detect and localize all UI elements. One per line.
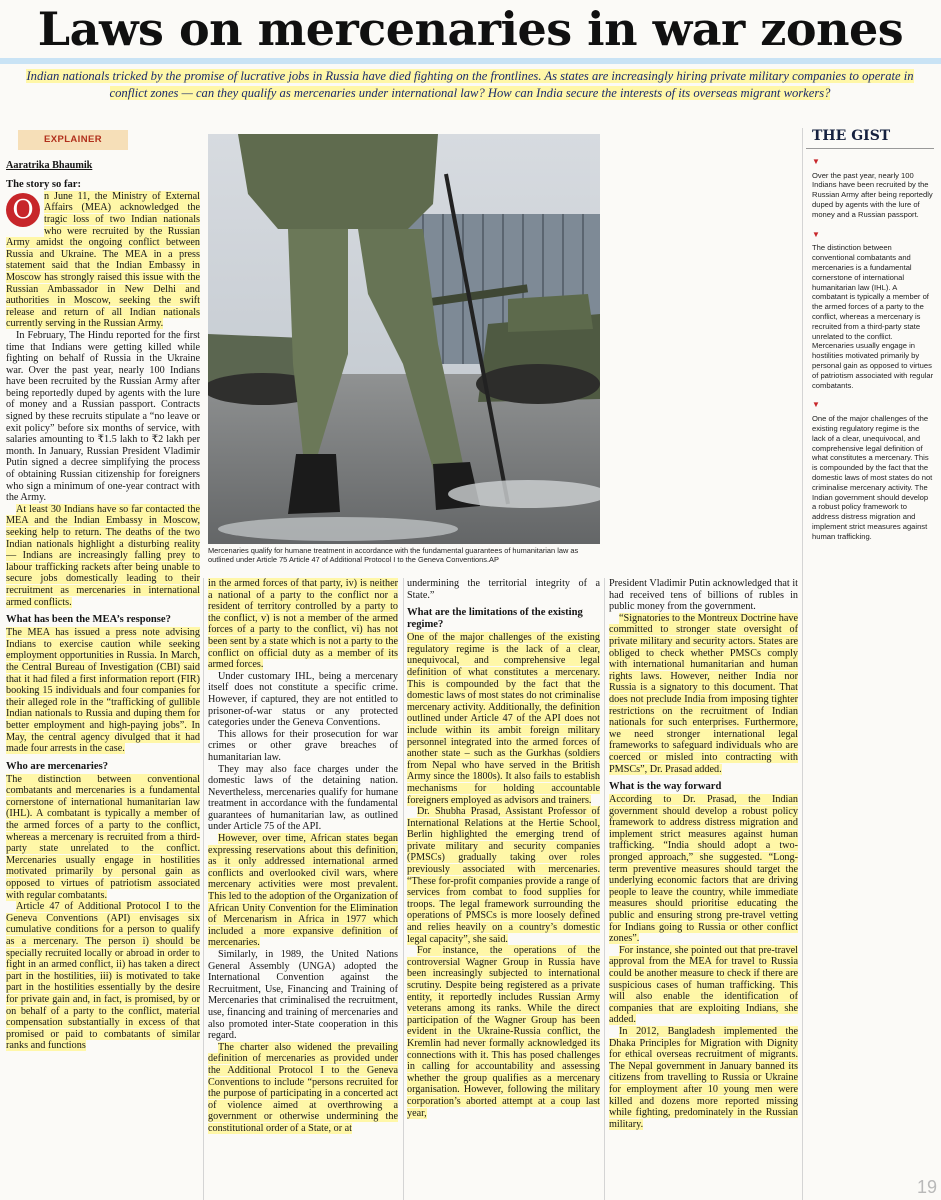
paragraph-text: The distinction between conventional combatants and mercenaries is a fundamental cornerstone of international humanitarian law (IHL). A combatant is typically a member of the armed forces of a party to the conflict, whereas a mercenary is recruited from a third-party state unrelated to the conflict. Mercenaries usually engage in hostilities motivated primarily by personal gain as opposed to virtues of patriotism associated with regular combatants. — [6, 773, 200, 901]
paragraph-text: The MEA has issued a press note advising Indians to exercise caution while seeking employment opportunities in Russia. In March, the Central Bureau of Investigation (CBI) said that it had filed a first information report (FIR) booking 15 individuals and four companies for their alleged role in the “trafficking of gullible Indian nationals to Russia and duping them for better employment and high-paying jobs”. In May, the central agency divulged that it had made four arrests in the case. — [6, 627, 200, 755]
paragraph-text: One of the major challenges of the existing regulatory regime is the lack of a clear, unequivocal, and comprehensive legal definition of what constitutes a mercenary. This is compounded by the fact that the domestic laws of most states do not criminalise mercenary activity. Additionally, the definition outlined under Article 47 of the API does not include within its ambit foreign military personnel integrated into the armed forces of another state – such as the Gurkhas (soldiers from Nepal who have served in the British Army since the 1800s). It also fails to establish mechanisms for holding accountable foreigners employed as advisors and trainers. — [407, 632, 600, 806]
paragraph-text: n June 11, the Ministry of External Affairs (MEA) acknowledged the tragic loss of two Indian nationals who were recruited by the Russian Army amidst the ongoing conflict between Russia and Ukraine. The MEA in a press statement said that the Indian Embassy in Moscow has strongly raised this issue with the Russian Ambassador in New Delhi and authorities in Moscow, seeking the swift release and return of all Indian nationals currently serving in the Russian Army. — [6, 190, 200, 330]
paragraph — [609, 945, 798, 1026]
paragraph: This allows for their prosecution for war crimes or other grave breaches of humanitarian law. — [208, 728, 398, 763]
caption-credit: AP — [489, 555, 499, 565]
paragraph: undermining the territorial integrity of a State.” — [407, 578, 600, 601]
paragraph-text: Article 47 of Additional Protocol I to the Geneva Conventions (API) envisages six cumulative conditions for a person to qualify as a mercenary. The person i) should be specially recruited locally or abroad in order to fight in an armed conflict, ii) has taken a direct part in the hostilities, iii) is motivated to take part in the hostilities essentially by the desire for private gain and, in fact, is promised, by or on behalf of a party to the conflict, material compensation substantially in excess of that promised or paid to combatants of similar ranks and functions — [6, 901, 200, 1052]
gist-item — [812, 157, 934, 220]
article-column-1 — [6, 130, 200, 1200]
column-divider — [203, 578, 204, 1200]
gist-sidebar — [806, 128, 934, 668]
paragraph-text: Dr. Shubha Prasad, Assistant Professor of International Relations at the Hertie School, Berlin highlighted the emerging trend of private military and security companies (PMSCs) gradually taking over roles previously associated with mercenaries. “These for-profit companies provide a range of services from combat to food supplies for troops. The legal framework surrounding the operations of PMSCs is more loosely defined and relies heavily on a country’s domestic legal capacity”, she said. — [407, 806, 600, 945]
story-so-far-label: The story so far: — [6, 179, 82, 191]
standfirst-text: Indian nationals tricked by the promise of lucrative jobs in Russia have died fighting on the frontlines. As states are increasingly hiring private military companies to operate in conflict zones — can they qualify as mercenaries under international law? How can India secure the interests of its overseas migrant workers? — [26, 69, 914, 100]
paragraph: President Vladimir Putin acknowledged that it had received tens of billions of rubles in public money from the government. — [609, 578, 798, 613]
paragraph-text: For instance, she pointed out that pre-travel approval from the MEA for travel to Russia could be another measure to check if there are suspicious cases of human trafficking. This will also enable the identification of companies that are exploiting Indians, she added. — [609, 944, 798, 1026]
paragraph — [407, 632, 600, 806]
triangle-down-icon: ▼ — [812, 156, 820, 166]
paragraph-text: However, over time, African states began expressing reservations about this definition, as it only addressed international armed conflicts and overlooked civil wars, where mercenary activities were most prevalent. This led to the adoption of the Organization of African Unity Convention for the Elimination of Mercenarism in Africa in 1977 which included a more expansive definition of mercenaries. — [208, 833, 398, 949]
paragraph — [6, 901, 200, 1052]
paragraph — [208, 833, 398, 949]
article-column-4 — [609, 578, 798, 1200]
standfirst — [20, 68, 920, 102]
column-divider — [802, 128, 803, 1200]
paragraph-text: in the armed forces of that party, iv) is neither a national of a party to the conflict nor a resident of territory controlled by a party to the conflict, v) is not a member of the armed forces of a party to the conflict, vi) has not been sent by a state which is not a party to the conflict on official duty as a member of its armed forces. — [208, 578, 398, 671]
headline-underline — [0, 58, 941, 64]
headline: Laws on mercenaries in war zones — [37, 2, 904, 56]
subheading-who-are-mercenaries: Who are mercenaries? — [6, 760, 108, 772]
caption-text: Mercenaries qualify for humane treatment in accordance with the fundamental guarantees of humanitarian law as outlined under Article 75 Article 47 of Additional Protocol I to the Geneva Conventions. — [208, 546, 579, 565]
paragraph — [407, 945, 600, 1119]
dropcap: O — [6, 193, 40, 227]
paragraph — [208, 1042, 398, 1135]
byline: Aaratrika Bhaumik — [6, 159, 93, 171]
paragraph-text: For instance, the operations of the controversial Wagner Group in Russia have been increasingly subjected to international scrutiny. Despite being registered as a private entity, it reportedly includes Russian Army veterans among its ranks. While the direct participation of the Wagner Group has been evident in the Ukraine-Russia conflict, the Kremlin had never formally acknowledged its connections with it. This has posed challenges in calling for accountability and assessing whether the group qualifies as a mercenary organisation. However, following the military corporation’s aborted attempt at a coup last year, — [407, 945, 600, 1119]
paragraph — [407, 806, 600, 945]
triangle-down-icon: ▼ — [812, 400, 820, 410]
paragraph — [609, 794, 798, 945]
subheading-mea-response: What has been the MEA’s response? — [6, 614, 171, 626]
paragraph-text: At least 30 Indians have so far contacted the MEA and the Indian Embassy in Moscow, seeking help to return. The deaths of the two Indian nationals highlight a disturbing reality — Indians are increasingly falling prey to labour trafficking rackets after being unable to secure jobs domestically leading to their recruitment as mercenaries in international armed conflicts. — [6, 503, 200, 608]
paragraph — [6, 504, 200, 608]
section-label: EXPLAINER — [18, 130, 128, 150]
scene-final — [208, 134, 600, 544]
soldier — [238, 134, 508, 514]
paragraph-text: “Signatories to the Montreux Doctrine have committed to stronger state oversight of private military and security actors. States are obliged to check whether PMSCs comply with international humanitarian and human rights laws. However, neither India nor Russia is a signatory to this document. That does not preclude India from imposing tighter restrictions on the recruitment of Indian nationals for such enterprises. Furthermore, we need stronger international legal frameworks to safeguard individuals who are coerced or misled into contracting with PMSCs”, Dr. Prasad added. — [609, 612, 798, 775]
article-column-3 — [407, 578, 600, 1200]
gist-item-text: The distinction between conventional combatants and mercenaries is a fundamental cornerstone of international humanitarian law (IHL). A combatant is typically a member of the armed forces of a party to the conflict, whereas a mercenary is recruited from a third-party state unrelated to the conflict. Mercenaries usually engage in hostilities motivated primarily by personal gain as opposed to virtues of patriotism associated with regular combatants. — [812, 243, 934, 390]
gist-item — [812, 400, 934, 541]
column-divider — [403, 578, 404, 1200]
paragraph — [6, 627, 200, 755]
paragraph — [609, 1026, 798, 1130]
paragraph: In February, The Hindu reported for the first time that Indians were getting killed while fighting on behalf of Russia in the Ukraine war. Over the past year, nearly 100 Indians have been recruited by the Russian Army after being reportedly duped by agents with the lure of money and a Russian passport. Contracts signed by these recruits stipulate a “no leave or exit policy” before six months of service, with salaries amounting to ₹1.5 lakh to ₹2 lakh per month. In January, Russian President Vladimir Putin signed a decree simplifying the process of obtaining Russian citizenship for foreigners who sign a minimum of one-year contract with the Army. — [6, 329, 200, 504]
gist-item-text: One of the major challenges of the existing regulatory regime is the lack of a clear, unequivocal, and comprehensive legal definition of what constitutes a mercenary. This is compounded by the fact that the domestic laws of most states do not criminalise mercenary activity. The Indian government should develop a robust policy framework to address distress migration and implement strict measures against human trafficking. — [812, 414, 933, 541]
paragraph — [609, 613, 798, 775]
triangle-down-icon: ▼ — [812, 229, 820, 239]
paragraph: They may also face charges under the domestic laws of the detaining nation. Nevertheless, mercenaries qualify for humane treatment in accordance with the fundamental guarantees of humanitarian law, as outlined under Article 75 of the API. — [208, 763, 398, 833]
paragraph — [208, 578, 398, 671]
article-column-2 — [208, 578, 398, 1200]
paragraph: Under customary IHL, being a mercenary itself does not constitute a specific crime. However, if captured, they are not entitled to prisoner-of-war status or any protected categories under the Geneva Conventions. — [208, 670, 398, 729]
paragraph-text: In 2012, Bangladesh implemented the Dhaka Principles for Migration with Dignity for ethical overseas recruitment of migrants. The Nepal government in January banned its citizens from travelling to Russia or Ukraine for employment after 10 young men were killed and dozens more reported missing while fighting, predominately in the Russian military. — [609, 1025, 798, 1130]
subheading-way-forward: What is the way forward — [609, 781, 722, 793]
column-divider — [604, 578, 605, 1200]
subheading-limitations: What are the limitations of the existing regime? — [407, 607, 583, 631]
gist-title: THE GIST — [812, 128, 891, 144]
paragraph-text: According to Dr. Prasad, the Indian government should develop a robust policy framework to address distress migration and implement strict measures against human trafficking. “India should adopt a two-pronged approach,” she suggested. “Long-term preventive measures should target the underlying economic factors that are driving people to leave the country, while immediate measures should prioritise educating the public and ensuring strong pre-travel vetting for Indians going to Russia or other conflict zones”. — [609, 794, 798, 945]
paragraph-text: The charter also widened the prevailing definition of mercenaries as provided under the Additional Protocol I to the Geneva Conventions to include “persons recruited for the purpose of participating in a concerted act of violence aimed at overthrowing a government or otherwise undermining the constitutional order of a State, or at — [208, 1041, 398, 1134]
page-number: 19 — [916, 1177, 937, 1197]
paragraph: Similarly, in 1989, the United Nations General Assembly (UNGA) adopted the International Convention against the Recruitment, Use, Financing and Training of Mercenaries that criminalised the recruitment, use, financing and training of mercenaries and also promoted inter-State cooperation in this regard. — [208, 949, 398, 1042]
gist-divider — [806, 148, 934, 149]
paragraph — [6, 191, 200, 330]
gist-item-text: Over the past year, nearly 100 Indians have been recruited by the Russian Army after being reportedly duped by agents with the lure of money and a Russian passport. — [812, 170, 933, 219]
paragraph — [6, 774, 200, 902]
photo-soldier-tanks — [208, 134, 600, 544]
photo-caption — [208, 546, 600, 565]
gist-item — [812, 230, 934, 391]
